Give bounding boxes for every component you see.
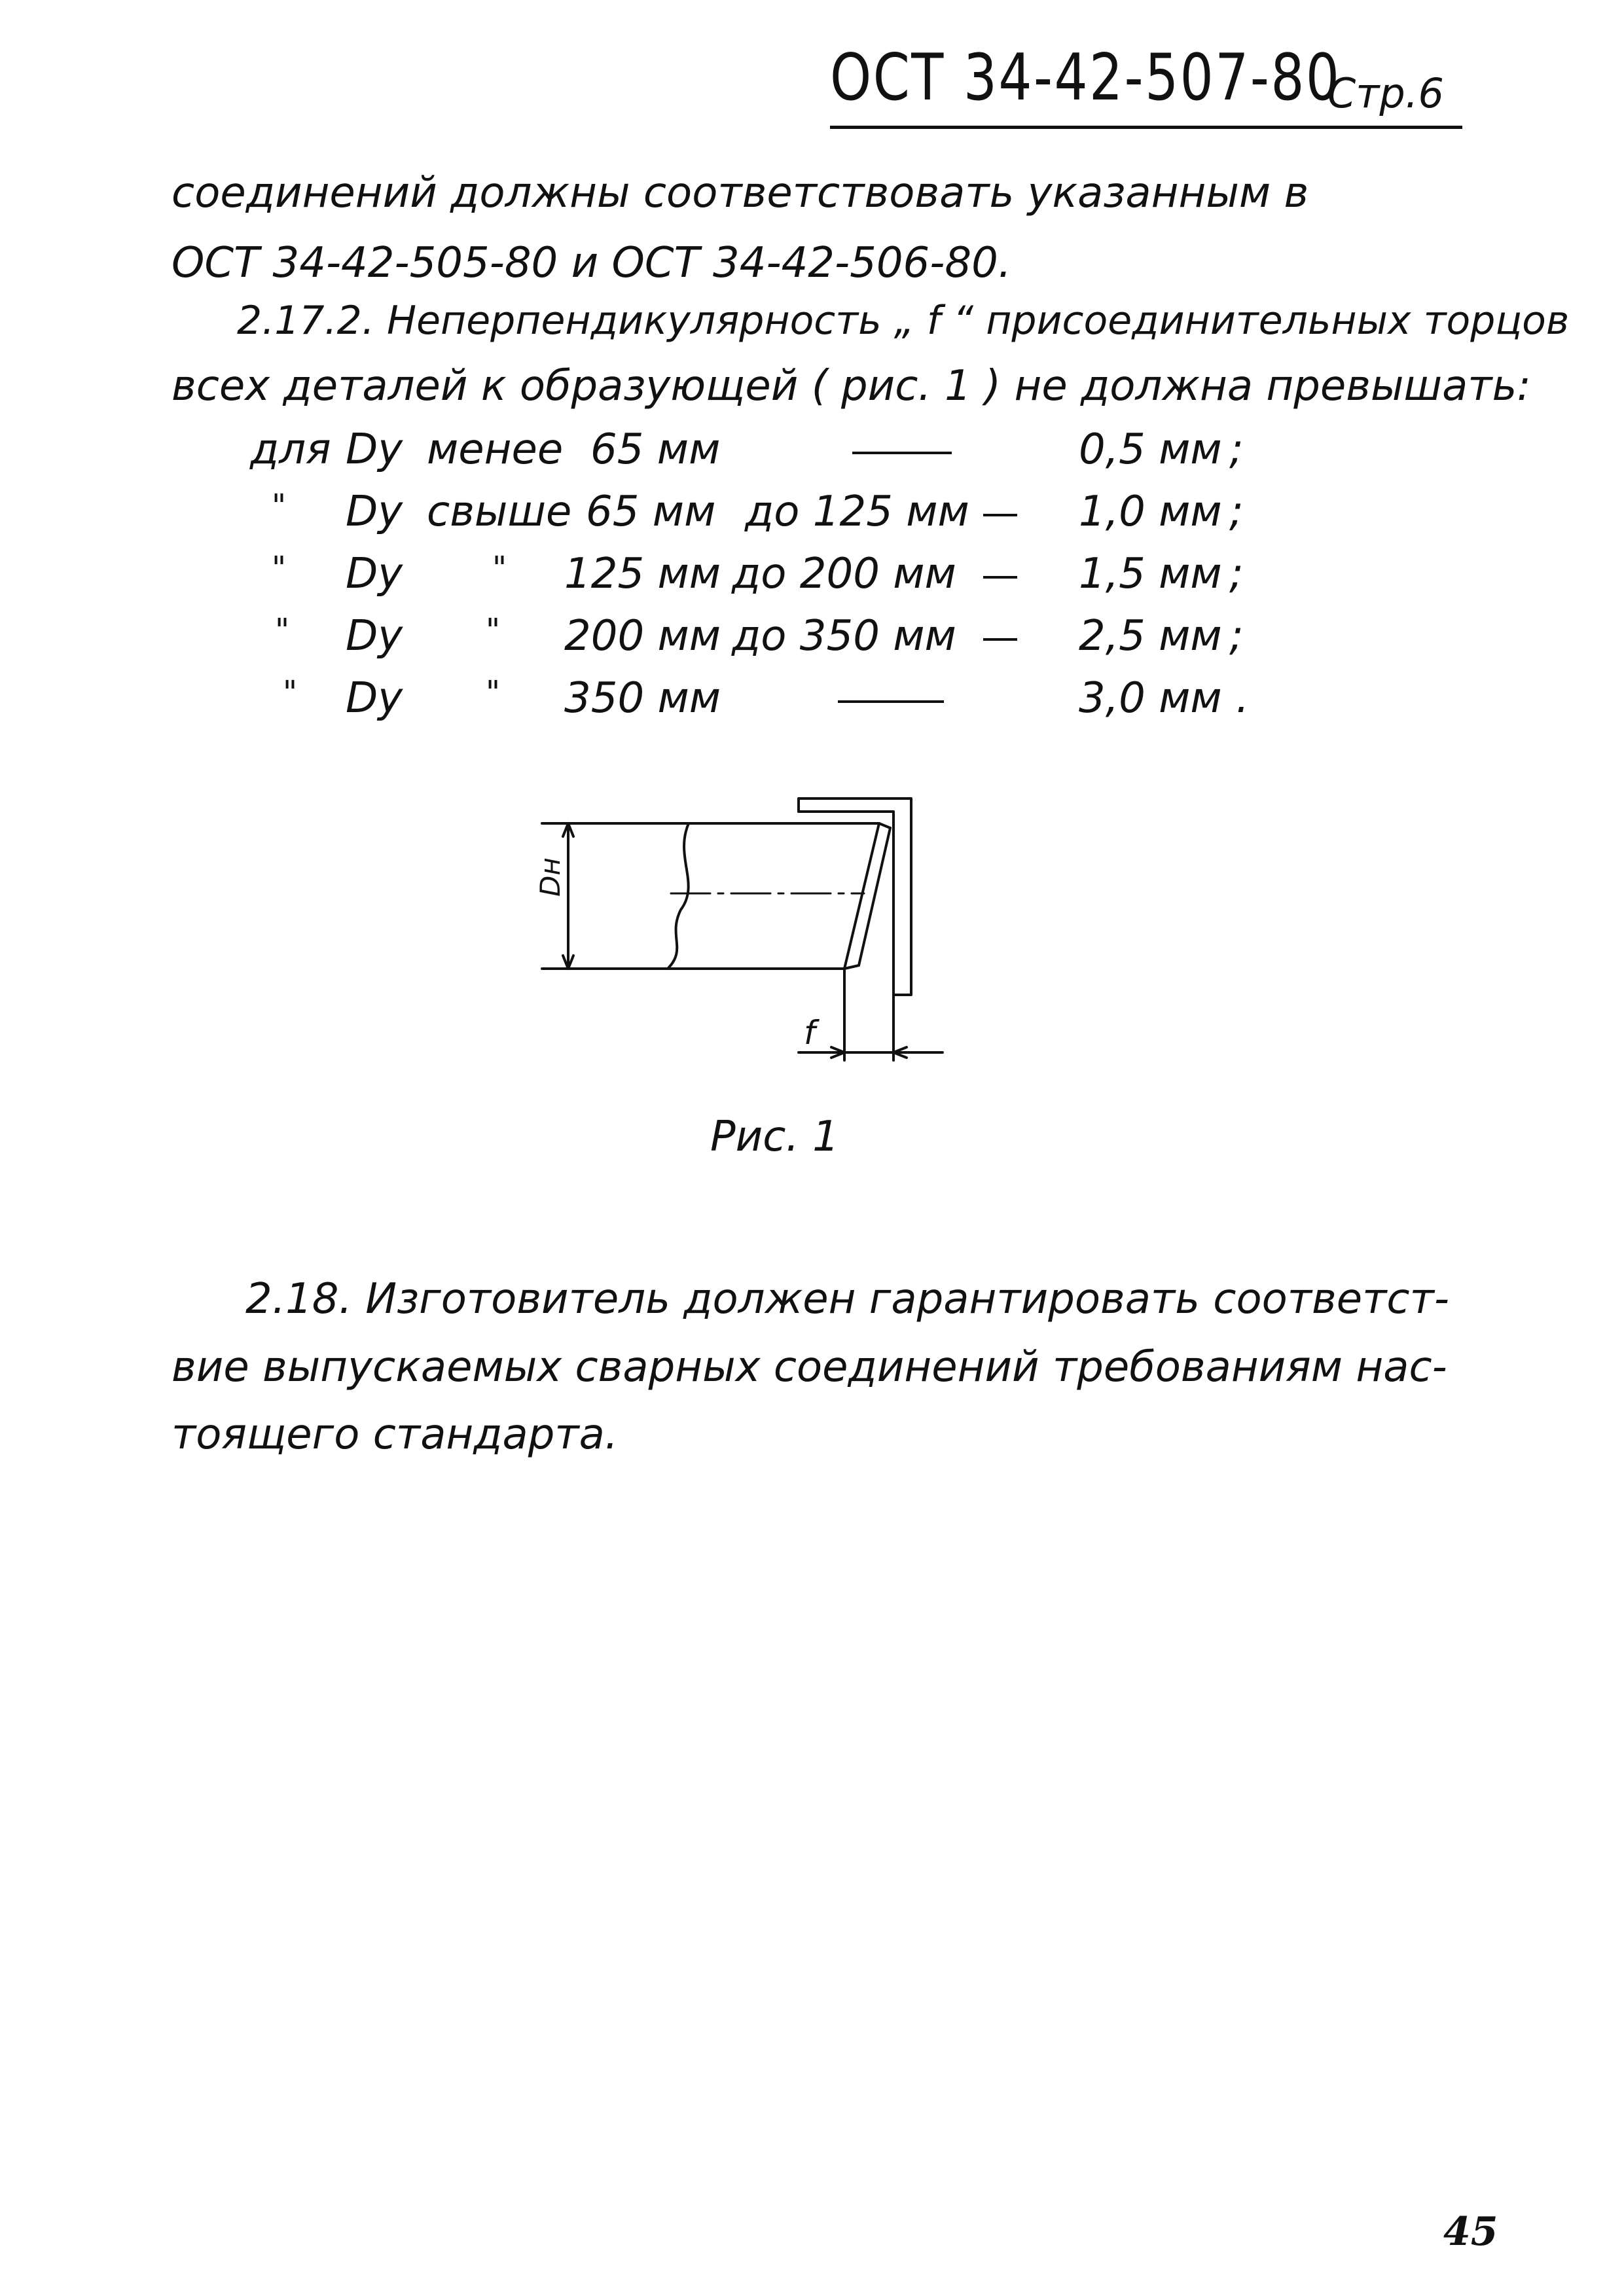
row-dash	[983, 514, 1017, 516]
row-to: до 350 мм	[732, 612, 956, 660]
row-end: ;	[1229, 550, 1244, 598]
row-value: 2,5 мм	[1079, 612, 1222, 660]
row-from: 350 мм	[564, 674, 721, 723]
standard-number: ОСТ 34-42-507-80	[830, 41, 1341, 115]
dimension-dn-label: Dн	[537, 857, 566, 897]
row-to: до 125 мм	[745, 488, 969, 536]
row-from: 125 мм	[564, 550, 721, 598]
row-param: Dy	[346, 550, 403, 598]
clause-2-18-line-1: 2.18. Изготовитель должен гарантировать соответст-	[245, 1275, 1449, 1323]
row-dash	[838, 700, 944, 703]
document-header	[830, 41, 1462, 129]
row-param: Dy	[346, 425, 403, 474]
row-condition: "	[486, 674, 501, 711]
row-prefix: "	[283, 674, 298, 711]
clause-2-18-line-3: тоящего стандарта.	[171, 1410, 619, 1459]
page-number: 45	[1443, 2209, 1498, 2255]
break-line	[668, 823, 689, 969]
row-condition: свыше	[427, 488, 572, 536]
figure-caption: Рис. 1	[710, 1113, 839, 1161]
clause-2-18-line-2: вие выпускаемых сварных соединений требованиям нас-	[171, 1343, 1447, 1391]
intro-line-1: соединений должны соответствовать указанным в	[171, 169, 1309, 217]
row-condition: "	[486, 612, 501, 649]
row-end: ;	[1229, 612, 1244, 660]
row-from: 65 мм	[586, 488, 716, 536]
row-dash	[983, 576, 1017, 579]
row-prefix: для	[250, 425, 331, 474]
row-value: 0,5 мм	[1079, 425, 1222, 474]
pipe-end-drawing	[537, 779, 956, 1080]
clause-2-17-2-line-2: всех деталей к образующей ( рис. 1 ) не должна превышать:	[171, 362, 1531, 410]
row-end: ;	[1229, 488, 1244, 536]
row-condition: "	[492, 550, 507, 586]
row-prefix: "	[272, 550, 287, 586]
row-param: Dy	[346, 488, 403, 536]
row-dash	[852, 452, 952, 454]
row-end: .	[1236, 674, 1250, 723]
intro-line-2: ОСТ 34-42-505-80 и ОСТ 34-42-506-80.	[171, 239, 1012, 287]
row-from: 200 мм	[564, 612, 721, 660]
row-param: Dy	[346, 674, 403, 723]
row-prefix: "	[275, 612, 290, 649]
page-label: Стр.6	[1327, 69, 1444, 117]
row-value: 1,5 мм	[1079, 550, 1222, 598]
row-value: 1,0 мм	[1079, 488, 1222, 536]
dimension-f-label: f	[804, 1014, 816, 1052]
row-end: ;	[1229, 425, 1244, 474]
row-param: Dy	[346, 612, 403, 660]
clause-2-17-2-line-1: 2.17.2. Неперпендикулярность „ f “ присоединительных торцов	[237, 298, 1570, 344]
row-prefix: "	[272, 488, 287, 524]
figure-1	[537, 779, 956, 1083]
row-value: 3,0 мм	[1079, 674, 1222, 723]
row-dash	[983, 638, 1017, 641]
row-from: 65 мм	[590, 425, 721, 474]
row-condition: менее	[427, 425, 564, 474]
row-to: до 200 мм	[732, 550, 956, 598]
